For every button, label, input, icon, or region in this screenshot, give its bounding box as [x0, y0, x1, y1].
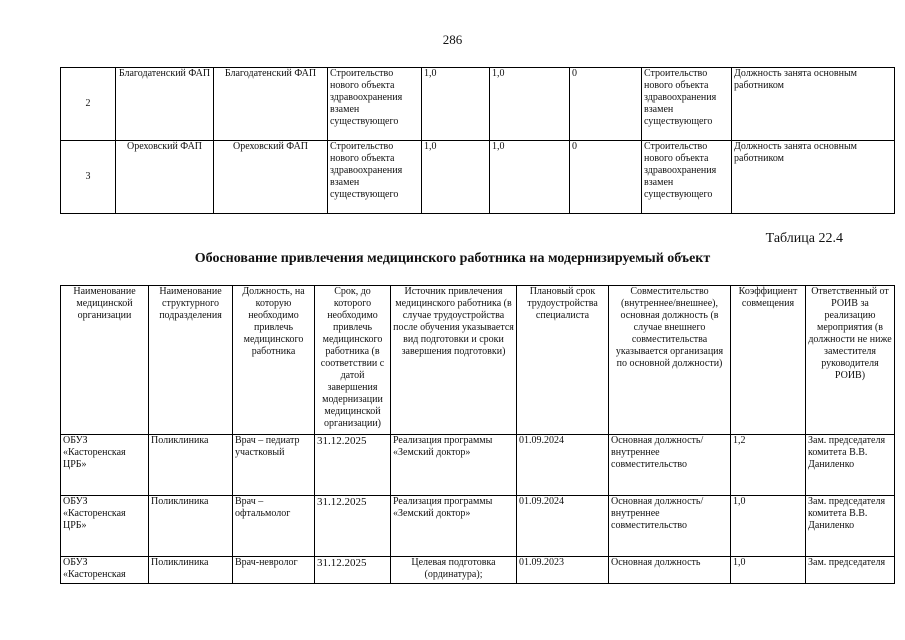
value-cell: 1,0: [490, 141, 570, 214]
top-table: [60, 67, 895, 214]
combination-cell: Основная должность/внутреннее совместительство: [609, 496, 731, 557]
responsible-cell: Зам. председателя комитета В.В. Даниленко: [806, 496, 895, 557]
planned-cell: 01.09.2023: [517, 557, 609, 584]
value-cell: 1,0: [490, 68, 570, 141]
coef-cell: 1,0: [731, 496, 806, 557]
value-cell: 1,0: [422, 68, 490, 141]
column-header: Наименование структурного подразделения: [149, 286, 233, 435]
coef-cell: 1,2: [731, 435, 806, 496]
source-cell: Реализация программы «Земский доктор»: [391, 496, 517, 557]
page-number: 286: [442, 32, 463, 47]
responsible-cell: Зам. председателя: [806, 557, 895, 584]
table-caption: Таблица 22.4: [765, 231, 843, 246]
source-cell: Реализация программы «Земский доктор»: [391, 435, 517, 496]
note-cell: Должность занята основным работником: [732, 141, 895, 214]
unit-cell: Поликлиника: [149, 496, 233, 557]
unit-cell: Ореховский ФАП: [214, 141, 328, 214]
column-header: Коэффициент совмещения: [731, 286, 806, 435]
column-header: Источник привлечения медицинского работника (в случае трудоустройства после обучения указывается вид подготовки и сроки завершения подготовки): [391, 286, 517, 435]
reason-cell: Строительство нового объекта здравоохранения взамен существующего: [642, 141, 732, 214]
table-row: [61, 435, 895, 496]
position-cell: Врач – педиатр участковый: [233, 435, 315, 496]
column-header: Должность, на которую необходимо привлечь медицинского работника: [233, 286, 315, 435]
table-row: [61, 496, 895, 557]
unit-cell: Поликлиника: [149, 557, 233, 584]
reason-cell: Строительство нового объекта здравоохранения взамен существующего: [328, 68, 422, 141]
deadline-cell: 31.12.2025: [315, 557, 391, 584]
table-row: [61, 68, 895, 141]
reason-cell: Строительство нового объекта здравоохранения взамен существующего: [328, 141, 422, 214]
column-header: Совместительство (внутреннее/внешнее), основная должность (в случае внешнего совместительства указывается организация по основной должности): [609, 286, 731, 435]
value-cell: 0: [570, 141, 642, 214]
position-cell: Врач-невролог: [233, 557, 315, 584]
column-header: Плановый срок трудоустройства специалиста: [517, 286, 609, 435]
main-table: [60, 285, 895, 584]
org-cell: ОБУЗ «Касторенская ЦРБ»: [61, 496, 149, 557]
deadline-cell: 31.12.2025: [315, 435, 391, 496]
org-cell: ОБУЗ «Касторенская ЦРБ»: [61, 435, 149, 496]
org-cell: Благодатенский ФАП: [116, 68, 214, 141]
value-cell: 1,0: [422, 141, 490, 214]
table-title: Обоснование привлечения медицинского работника на модернизируемый объект: [194, 251, 711, 266]
table-row: [61, 141, 895, 214]
org-cell: Ореховский ФАП: [116, 141, 214, 214]
combination-cell: Основная должность/внутреннее совместительство: [609, 435, 731, 496]
coef-cell: 1,0: [731, 557, 806, 584]
reason-cell: Строительство нового объекта здравоохранения взамен существующего: [642, 68, 732, 141]
source-cell: Целевая подготовка (ординатура);: [391, 557, 517, 584]
planned-cell: 01.09.2024: [517, 435, 609, 496]
header-row: [61, 286, 895, 435]
combination-cell: Основная должность: [609, 557, 731, 584]
unit-cell: Благодатенский ФАП: [214, 68, 328, 141]
column-header: Наименование медицинской организации: [61, 286, 149, 435]
planned-cell: 01.09.2024: [517, 496, 609, 557]
value-cell: 0: [570, 68, 642, 141]
deadline-cell: 31.12.2025: [315, 496, 391, 557]
column-header: Срок, до которого необходимо привлечь медицинского работника (в соответствии с датой завершения модернизации медицинской организации): [315, 286, 391, 435]
note-cell: Должность занята основным работником: [732, 68, 895, 141]
row-number: 2: [61, 68, 116, 141]
position-cell: Врач – офтальмолог: [233, 496, 315, 557]
unit-cell: Поликлиника: [149, 435, 233, 496]
org-cell: ОБУЗ «Касторенская: [61, 557, 149, 584]
column-header: Ответственный от РОИВ за реализацию мероприятия (в должности не ниже заместителя руководителя РОИВ): [806, 286, 895, 435]
row-number: 3: [61, 141, 116, 214]
responsible-cell: Зам. председателя комитета В.В. Даниленко: [806, 435, 895, 496]
table-row: [61, 557, 895, 584]
